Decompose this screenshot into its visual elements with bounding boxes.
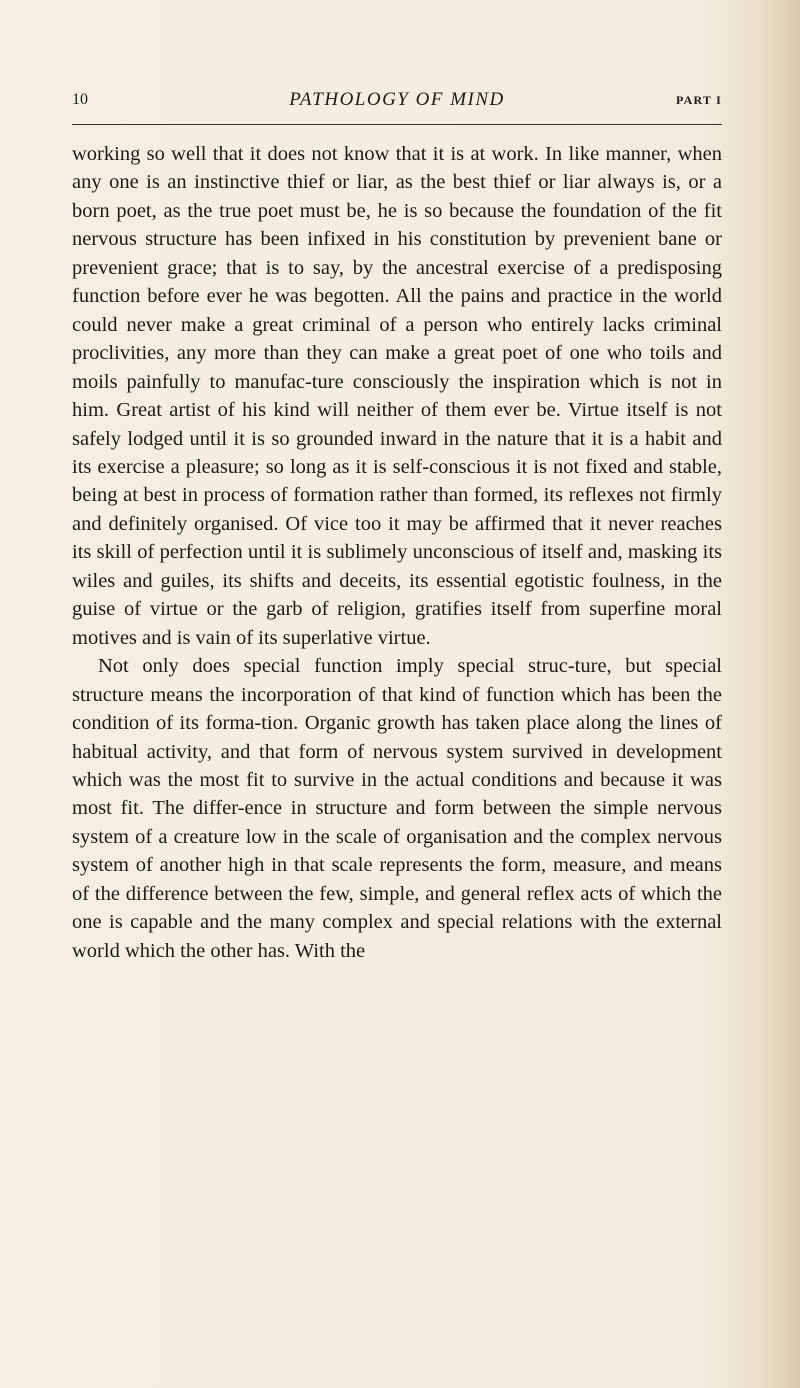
header-rule	[72, 124, 722, 125]
running-header	[72, 88, 722, 112]
body-text	[72, 140, 722, 965]
running-title: PATHOLOGY OF MIND	[289, 89, 505, 110]
paragraph-structure-function: Not only does special function imply special struc-ture, but special structure means the incorporation of that kind of function which has been the condition of its forma-tion. Organic growth has taken place along the lines of habitual activity, and that form of nervous system survived in development which was the most fit to survive in the actual conditions and because it was most fit. The differ-ence in structure and form between the simple nervous system of a creature low in the scale of organisation and the complex nervous system of another high in that scale represents the form, measure, and means of the difference between the few, simple, and general reflex acts of which the one is capable and the many complex and special relations with the external world which the other has. With the	[72, 655, 722, 962]
paragraph-continued: working so well that it does not know that it is at work. In like manner, when any one is an instinctive thief or liar, as the best thief or liar always is, or a born poet, as the true poet must be, he is so because the foundation of the fit nervous structure has been infixed in his constitution by prevenient bane or prevenient grace; that is to say, by the ancestral exercise of a predisposing function before ever he was begotten. All the pains and practice in the world could never make a great criminal of a person who entirely lacks criminal proclivities, any more than they can make a great poet of one who toils and moils painfully to manufac-ture consciously the inspiration which is not in him. Great artist of his kind will neither of them ever be. Virtue itself is not safely lodged until it is so grounded inward in the nature that it is a habit and its exercise a pleasure; so long as it is self-conscious it is not fixed and stable, being at best in process of formation rather than formed, its reflexes not firmly and definitely organised. Of vice too it may be affirmed that it never reaches its skill of perfection until it is sublimely unconscious of itself and, masking its wiles and guiles, its shifts and deceits, its essential egotistic foulness, in the guise of virtue or the garb of religion, gratifies itself from superfine moral motives and is vain of its superlative virtue.	[72, 143, 722, 649]
page-number: 10	[72, 91, 88, 108]
part-label: PART I	[675, 93, 722, 107]
